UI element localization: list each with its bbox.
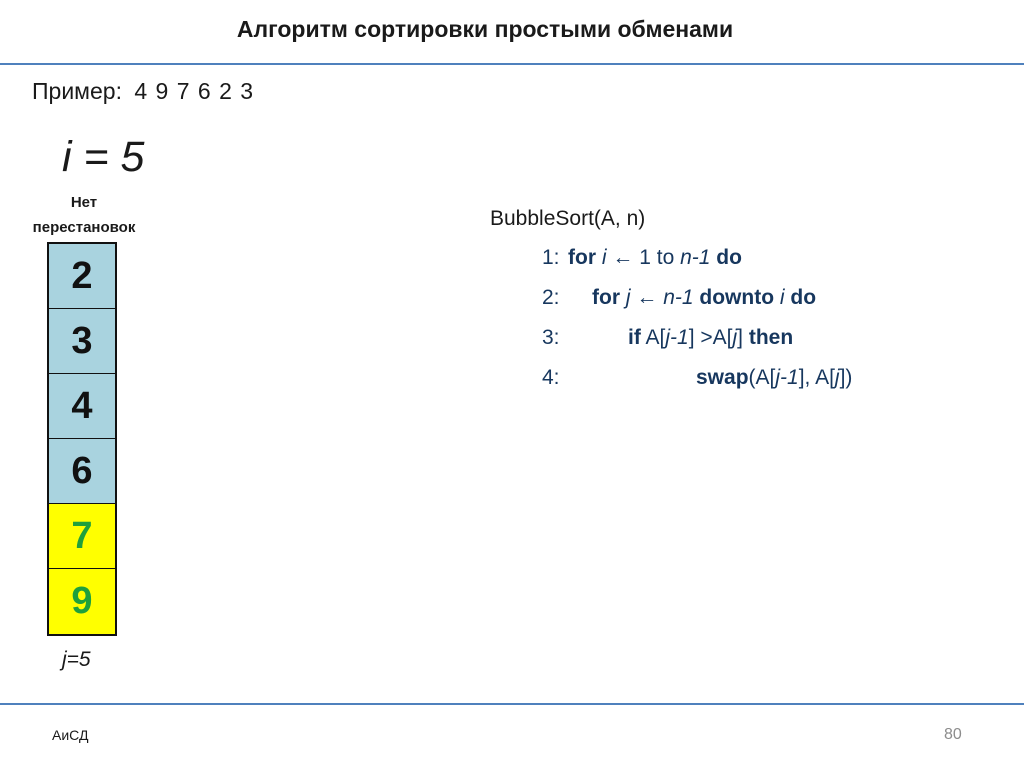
array-cell: 3	[49, 309, 115, 374]
example-line	[32, 78, 254, 105]
range-word: downto	[699, 286, 775, 309]
array-cell: 4	[49, 374, 115, 439]
array-cell: 6	[49, 439, 115, 504]
code-text: (A[	[748, 366, 776, 389]
header-divider	[0, 63, 1024, 65]
keyword: for	[568, 246, 596, 269]
assign-arrow: ←	[612, 246, 634, 269]
keyword: then	[748, 326, 794, 349]
array-cell-sorted: 9	[49, 569, 115, 634]
line-number: 2:	[542, 286, 560, 309]
no-swaps-line1: Нет	[70, 194, 98, 211]
footer-divider	[0, 703, 1024, 705]
pseudocode-header: BubbleSort(A, n)	[490, 207, 646, 230]
pseudocode-line-2	[490, 285, 817, 325]
variable: j	[625, 286, 631, 309]
page-number: 80	[944, 726, 962, 743]
j-counter: j=5	[62, 648, 91, 671]
example-label: Пример:	[32, 78, 122, 104]
i-counter: i = 5	[62, 133, 145, 181]
code-text: A[	[645, 326, 666, 349]
index: j-1	[665, 326, 689, 349]
array-column	[47, 242, 117, 636]
start-value: 1	[639, 246, 651, 269]
course-label: АиСД	[52, 727, 89, 743]
line-number: 4:	[542, 366, 560, 389]
array-cell: 2	[49, 244, 115, 309]
example-values: 4 9 7 6 2 3	[134, 78, 255, 104]
code-text: ])	[839, 366, 853, 389]
no-swaps-note	[14, 190, 154, 240]
keyword: if	[628, 326, 641, 349]
line-code	[696, 365, 852, 390]
limit: i	[779, 286, 785, 309]
line-code	[592, 285, 816, 310]
variable: i	[601, 246, 607, 269]
no-swaps-line2: перестановок	[32, 219, 136, 236]
index: j	[732, 326, 738, 349]
range-word: to	[656, 246, 675, 269]
keyword: do	[790, 286, 817, 309]
pseudocode-line-4	[490, 365, 853, 405]
array-cell-sorted: 7	[49, 504, 115, 569]
line-number: 3:	[542, 326, 560, 349]
assign-arrow: ←	[636, 286, 658, 309]
pseudocode-block	[490, 207, 853, 405]
start-value: n-1	[663, 286, 694, 309]
pseudocode-line-3	[490, 325, 794, 365]
keyword: do	[716, 246, 742, 269]
pseudocode-line-1	[490, 245, 742, 285]
index: j	[834, 366, 840, 389]
line-code	[568, 245, 742, 270]
slide-title: Алгоритм сортировки простыми обменами	[236, 16, 734, 42]
code-text: ], A[	[798, 366, 835, 389]
line-number: 1:	[542, 246, 560, 269]
index: j-1	[775, 366, 799, 389]
limit: n-1	[680, 246, 711, 269]
keyword: swap	[696, 366, 749, 389]
code-text: ] >A[	[688, 326, 733, 349]
line-code	[628, 325, 793, 350]
keyword: for	[592, 286, 620, 309]
code-text: ]	[737, 326, 743, 349]
